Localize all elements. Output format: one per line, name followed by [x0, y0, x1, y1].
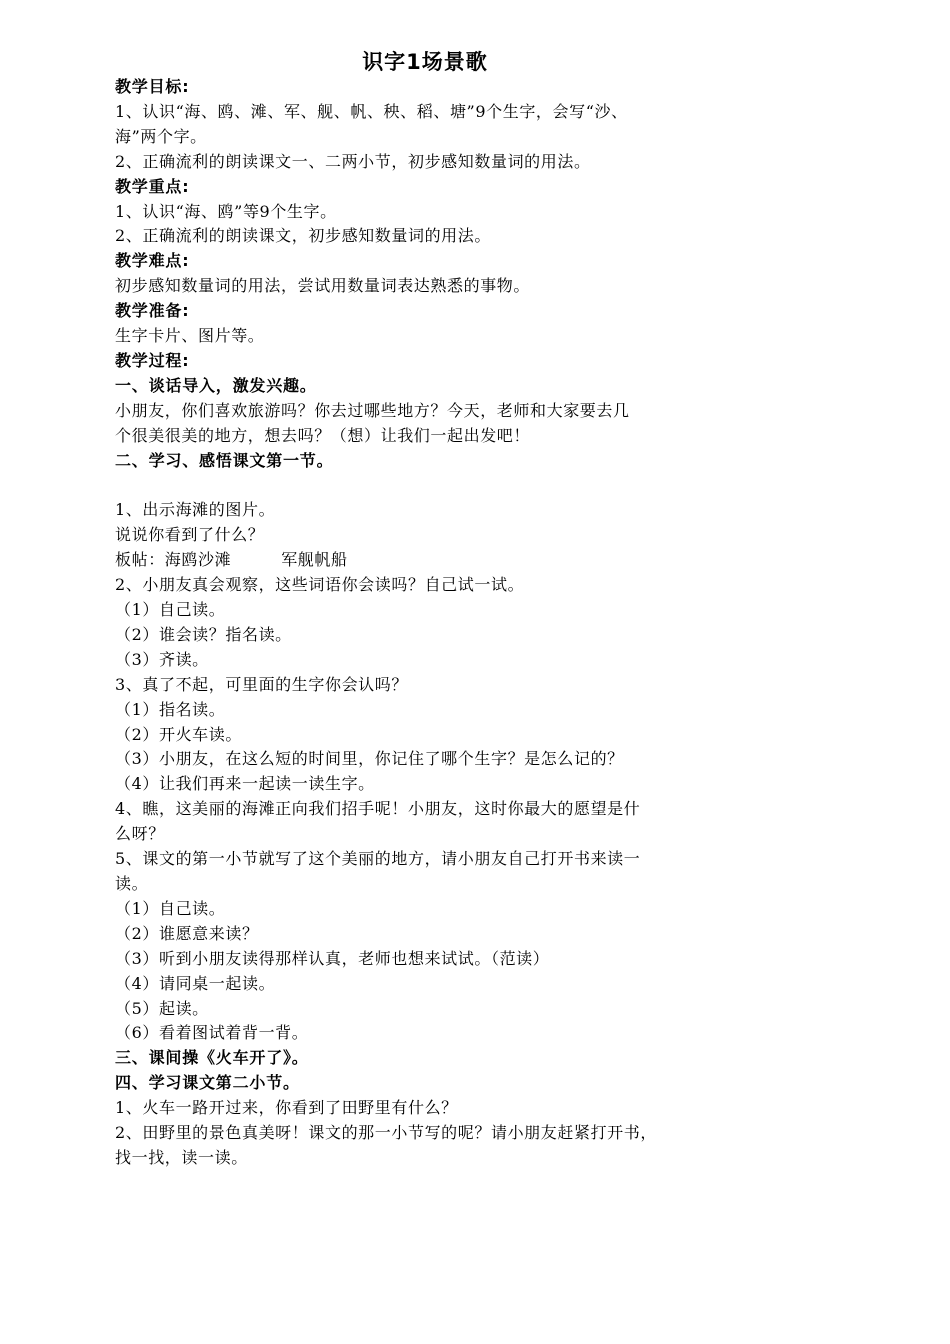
difficulty-line: 初步感知数量词的用法，尝试用数量词表达熟悉的事物。 [115, 276, 531, 296]
heading-teaching-objectives: 教学目标: [115, 77, 190, 96]
list-item: （2）谁会读？指名读。 [115, 624, 292, 644]
objective-line: 1、认识“海、鸥、滩、军、舰、帆、秧、稻、塘”9个生字，会写“沙、 [115, 101, 628, 121]
paragraph-line: 读。 [115, 873, 149, 893]
list-item: （2）开火车读。 [115, 724, 242, 744]
paragraph-line: 5、课文的第一小节就写了这个美丽的地方，请小朋友自己打开书来读一 [115, 849, 641, 869]
board-note-words-1: 板帖：海鸥沙滩 [115, 550, 232, 570]
document-title: 识字1场景歌 [362, 50, 488, 74]
section-heading-1: 一、谈话导入，激发兴趣。 [115, 375, 317, 395]
list-item: （1）指名读。 [115, 699, 226, 719]
list-item: （2）谁愿意来读？ [115, 923, 259, 943]
paragraph-line: 么呀？ [115, 824, 165, 844]
key-point-line: 2、正确流利的朗读课文，初步感知数量词的用法。 [115, 226, 491, 246]
list-item: （3）听到小朋友读得那样认真，老师也想来试试。（范读） [115, 948, 550, 968]
heading-process: 教学过程: [115, 350, 190, 370]
objective-line: 海”两个字。 [115, 126, 207, 146]
list-item: （3）小朋友，在这么短的时间里，你记住了哪个生字？是怎么记的？ [115, 749, 624, 769]
blank-line [115, 474, 735, 499]
heading-difficulties: 教学难点: [115, 251, 190, 271]
objective-line: 2、正确流利的朗读课文一、二两小节，初步感知数量词的用法。 [115, 151, 591, 171]
paragraph-line: 说说你看到了什么？ [115, 525, 265, 545]
preparation-line: 生字卡片、图片等。 [115, 326, 265, 346]
heading-preparation: 教学准备: [115, 301, 190, 321]
paragraph-line: 4、瞧，这美丽的海滩正向我们招手呢！小朋友，这时你最大的愿望是什 [115, 799, 641, 819]
document-body [115, 75, 735, 1171]
paragraph-line: 小朋友，你们喜欢旅游吗？你去过哪些地方？今天，老师和大家要去几 [115, 400, 630, 420]
paragraph-line: 1、出示海滩的图片。 [115, 500, 276, 520]
paragraph-line: 找一找，读一读。 [115, 1147, 248, 1167]
paragraph-line: 2、小朋友真会观察，这些词语你会读吗？自己试一试。 [115, 575, 525, 595]
list-item: （4）请同桌一起读。 [115, 973, 276, 993]
paragraph-line: 3、真了不起，可里面的生字你会认吗？ [115, 674, 408, 694]
list-item: （1）自己读。 [115, 600, 226, 620]
key-point-line: 1、认识“海、鸥”等9个生字。 [115, 201, 337, 221]
section-heading-2: 二、学习、感悟课文第一节。 [115, 450, 334, 470]
list-item: （6）看着图试着背一背。 [115, 1023, 309, 1043]
heading-key-points: 教学重点: [115, 176, 190, 196]
paragraph-line: 2、田野里的景色真美呀！课文的那一小节写的呢？请小朋友赶紧打开书， [115, 1123, 657, 1143]
list-item: （1）自己读。 [115, 898, 226, 918]
paragraph-line: 1、火车一路开过来，你看到了田野里有什么？ [115, 1098, 458, 1118]
board-note-line [115, 548, 735, 573]
paragraph-line: 个很美很美的地方，想去吗？（想）让我们一起出发吧！ [115, 425, 531, 445]
list-item: （3）齐读。 [115, 649, 209, 669]
list-item: （4）让我们再来一起读一读生字。 [115, 774, 375, 794]
board-note-words-2: 军舰帆船 [281, 550, 348, 570]
section-heading-3: 三、课间操《火车开了》。 [115, 1048, 309, 1068]
list-item: （5）起读。 [115, 998, 209, 1018]
section-heading-4: 四、学习课文第二小节。 [115, 1073, 300, 1093]
